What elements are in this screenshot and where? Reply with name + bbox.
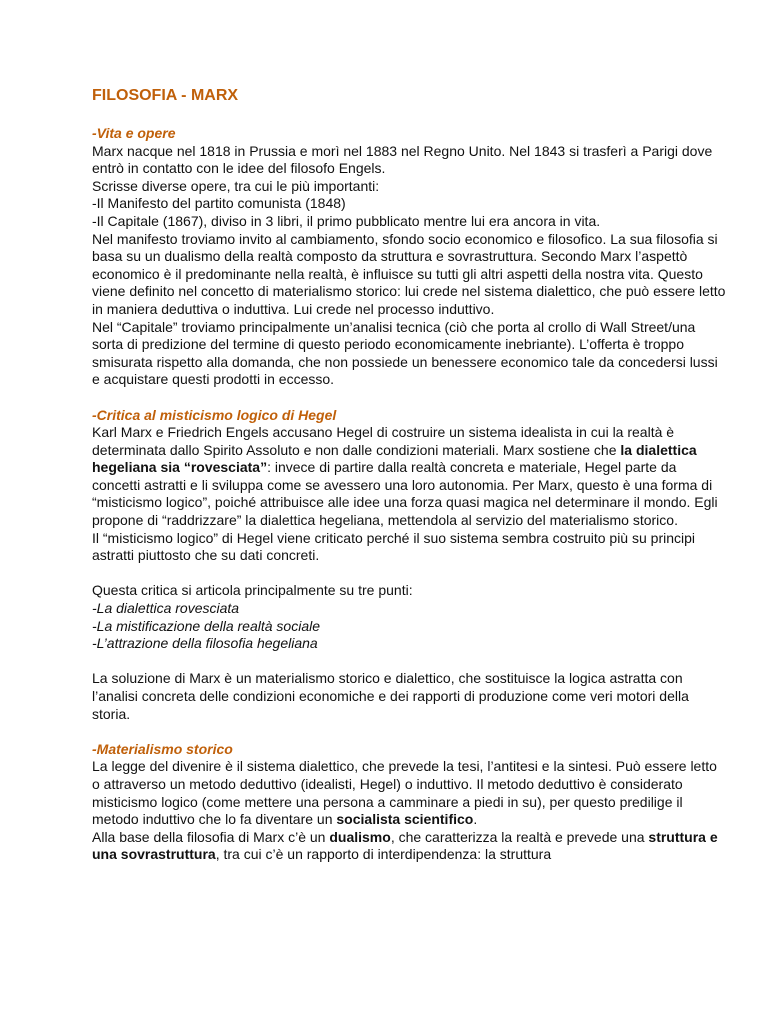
paragraph: Nel “Capitale” troviamo principalmente un’analisi tecnica (ciò che porta al crollo di Wall Street/una sorta di predizione del termine di questo periodo economicamente inebriante). L’offerta è troppo smisurata rispetto alla domanda, che non possiede un benessere economico tale da concedersi lussi e acquistare questi prodotti in eccesso. [92,318,718,388]
paragraph [92,424,728,530]
bold-text: struttura e una sovrastruttura [92,828,718,863]
text-run: Alla base della filosofia di Marx c’è un [92,828,330,845]
paragraph: Scrisse diverse opere, tra cui le più importanti: [92,177,380,194]
section-critica [92,407,728,724]
section-materialismo [92,741,728,864]
section-vita [92,125,728,389]
paragraph: Nel manifesto troviamo invito al cambiamento, sfondo socio economico e filosofico. La sua filosofia si basa su un dualismo della realtà composto da struttura e sovrastruttura. Secondo Marx l’aspettò economico è il predominante nella realtà, è influisce su tutti gli altri aspetti della nostra vita. Questo viene definito nel concetto di materialismo storico: lui crede nel sistema dialettico, che può essere letto in maniera deduttiva o induttiva. Lui crede nel processo induttivo. [92,230,726,317]
paragraph [92,829,728,864]
bold-text: dualismo [329,828,391,845]
list-item: -Il Capitale (1867), diviso in 3 libri, il primo pubblicato mentre lui era ancora in vita. [92,212,601,229]
text-run: . [473,811,478,828]
paragraph: Questa critica si articola principalmente su tre punti: [92,582,413,599]
paragraph [92,758,728,828]
section-heading-materialismo: -Materialismo storico [92,740,233,757]
section-heading-critica: -Critica al misticismo logico di Hegel [92,406,337,423]
text-run: , tra cui c’è un rapporto di interdipendenza: la struttura [215,846,552,863]
document-title: FILOSOFIA - MARX [92,87,239,104]
bold-text: socialista scientifico [336,811,474,828]
paragraph: Marx nacque nel 1818 in Prussia e morì nel 1883 nel Regno Unito. Nel 1843 si trasferì a Parigi dove entrò in contatto con le idee del filosofo Engels. [92,142,713,177]
list-item: -La dialettica rovesciata [92,600,240,617]
list-item: -Il Manifesto del partito comunista (1848) [92,195,346,212]
text-run: La legge del divenire è il sistema dialettico, che prevede la tesi, l’antitesi e la sintesi. Può essere letto o attraverso un metodo deduttivo (idealisti, Hegel) o induttivo. Il metodo deduttivo è considerato misticismo logico (come mettere una persona a camminare a piedi in su), per questo predilige il metodo induttivo che lo fa diventare un [92,758,717,828]
bold-text: la dialettica hegeliana sia “rovesciata” [92,441,697,476]
paragraph: Il “misticismo logico” di Hegel viene criticato perché il suo sistema sembra costruito più su principi astratti piuttosto che su dati concreti. [92,529,696,564]
text-run: , che caratterizza la realtà e prevede una [390,828,649,845]
list-item: -L’attrazione della filosofia hegeliana [92,635,318,652]
paragraph: La soluzione di Marx è un materialismo storico e dialettico, che sostituisce la logica astratta con l’analisi concreta delle condizioni economiche e dei rapporti di produzione come veri motori della storia. [92,670,689,722]
text-run: : invece di partire dalla realtà concreta e materiale, Hegel parte da concetti astratti e li sviluppa come se avessero una loro autonomia. Per Marx, questo è una forma di “misticismo logico”, poiché attribuisce alle idee una forza quasi magica nel determinare il mondo. Egli propone di “raddrizzare” la dialettica hegeliana, mettendola al servizio del materialismo storico. [92,459,718,529]
section-heading-vita: -Vita e opere [92,125,176,141]
list-item: -La mistificazione della realtà sociale [92,617,320,634]
text-run: Karl Marx e Friedrich Engels accusano Hegel di costruire un sistema idealista in cui la realtà è determinata dallo Spirito Assoluto e non dalle condizioni materiali. Marx sostiene che [92,424,675,458]
